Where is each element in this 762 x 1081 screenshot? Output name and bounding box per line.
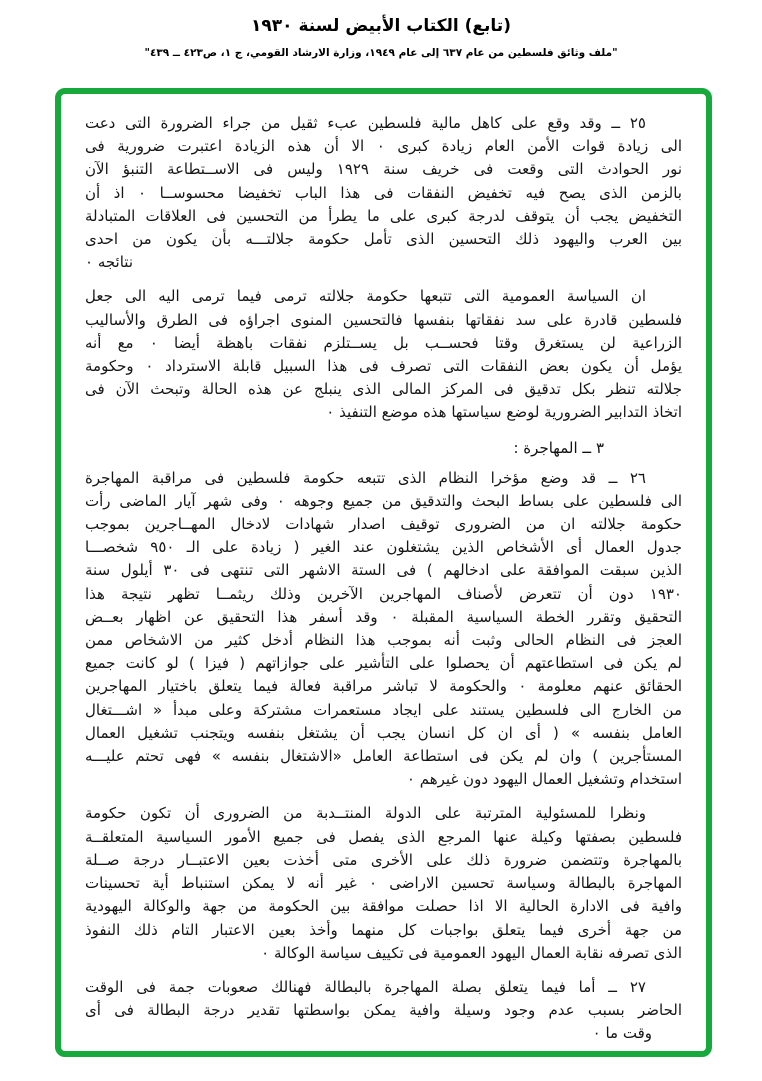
- text-line: بالمهاجرة وتتضمن ضرورة ذلك على الأخرى متى أخذت بعين الاعتبــار درجة صــلة: [85, 850, 682, 869]
- text-line: الذين سبقت الموافقة على ادخالهم ) فى الستة الاشهر التى تنتهى فى ٣٠ أيلول سنة: [85, 561, 682, 580]
- text-line: ١٩٣٠ دون أن تتعرض لأصناف المهاجرين الآخرين وذلك ريثمــا تظهر نتيجة هذا: [85, 584, 682, 603]
- paragraph: [85, 112, 682, 274]
- source-citation: "ملف وثائق فلسطين من عام ٦٣٧ إلى عام ١٩٤٩، وزارة الارشاد القومي، ج ١، ص٤٢٣ ــ ٤٣٩": [144, 47, 618, 59]
- document-body: [61, 94, 706, 1046]
- text-line: فلسطين بصفتها وكيلة عنها المرجع الذى يفصل فى جميع الأمور السياسية المتعلقــة: [85, 827, 682, 846]
- text-line: جدول العمال أى الأشخاص الذين يشتغلون عند الغير ( زيادة على الـ ٩٥٠ شخصـــا: [85, 538, 683, 557]
- text-line: الذى تصرفه نقابة العمال اليهود العمومية فى تكييف سياسة الوكالة ٠: [261, 943, 682, 962]
- text-line: نور الحوادث التى وقعت فى خريف سنة ١٩٢٩ وليس فى الاســتطاعة التنبؤ الآن: [85, 160, 682, 179]
- text-line: المستأجرين ) وان لم يكن فى استطاعة العامل «الاشتغال بنفسه » فهى تحتم عليـــه: [85, 747, 682, 766]
- highlight-frame: [55, 88, 712, 1057]
- text-line: جلالته تنظر بكل تدقيق فى المركز المالى الذى ينبلج عن هذه الحالة وتبحث الآن فى: [85, 380, 682, 399]
- paragraph: [85, 467, 682, 792]
- page-title: (تابع) الكتاب الأبيض لسنة ١٩٣٠: [251, 16, 511, 36]
- text-line: الزراعية لن يستغرق وقتا فحســب بل يســتلزم نفقات باهظة أيضا ٠ مع أنه: [85, 333, 682, 352]
- page-header: [0, 0, 762, 59]
- text-line: بين العرب واليهود ذلك التحسين الذى تأمل حكومة جلالتـــه بأن يكون من احدى: [85, 230, 682, 249]
- text-line: نتائجه ٠: [85, 253, 134, 272]
- paragraph: [85, 976, 682, 1046]
- text-line: من جهة أخرى فيما يتعلق بواجبات كل منهما وأخذ بعين الاعتبار التام ذلك النفوذ: [85, 920, 682, 939]
- text-line: ٢٥ ــ وقد وقع على كاهل مالية فلسطين عبء ثقيل من جراء الضرورة التى دعت: [85, 114, 646, 132]
- text-line: ٢٧ ــ أما فيما يتعلق بصلة المهاجرة بالبطالة فهنالك صعوبات جمة فى الوقت: [85, 977, 646, 996]
- text-line: استخدام وتشغيل العمال اليهود دون غيرهم ٠: [406, 770, 682, 789]
- text-line: وقت ما ٠: [592, 1024, 652, 1043]
- text-line: بالزمن الذى يصح فيه تخفيض النفقات فى هذا الباب تخفيضا محسوســا ٠ اذ أن: [85, 183, 682, 202]
- text-line: الحقائق عنهم معلومة ٠ والحكومة لا تباشر مراقبة فعالة فيما يتعلق باختيار المهاجرين: [85, 677, 682, 696]
- paragraph: [85, 802, 682, 964]
- text-line: الى فلسطين على بساط البحث والتدقيق من جميع وجوهه ٠ وفى شهر آيار الماضى رأت: [85, 491, 682, 510]
- text-line: ان السياسة العمومية التى تتبعها حكومة جلالته ترمى فيما ترمى اليه الى جعل: [85, 287, 646, 306]
- text-line: الى زيادة قوات الأمن العام زيادة كبرى ٠ الا أن هذه الزيادة اعتبرت ضرورية فى: [85, 137, 683, 156]
- text-line: التخفيض يجب أن يتوقف لدرجة كبرى على ما يطرأ من التحسين فى العلاقات المتبادلة: [85, 206, 682, 225]
- text-line: من الخارج الى فلسطين يستند على ايجاد مستعمرات مشتركة وعلى مبدأ « اشـــتغال: [85, 700, 682, 719]
- text-line: حكومة جلالته ان من الضرورى توقيف اصدار شهادات لادخال المهــاجرين بموجب: [85, 515, 682, 534]
- text-line: لم يكن فى استطاعتهم أن يحصلوا على التأشير على جوازاتهم ( فيزا ) لو كانت جميع: [85, 654, 682, 673]
- text-line: فلسطين قادرة على سد نفقاتها بنفسها فالتحسين المنوى اجراؤه فى الطرق والأساليب: [85, 310, 682, 329]
- text-line: ونظرا للمسئولية المترتبة على الدولة المنتــدبة من الضرورى أن تكون حكومة: [85, 804, 646, 823]
- text-line: اتخاذ التدابير الضرورية لوضع سياستها هذه موضع التنفيذ ٠: [326, 403, 682, 422]
- text-line: العامل بنفسه » ( أى ان كل انسان يجب أن يشتغل بنفسه ويتجنب تشغيل العمال: [85, 723, 682, 742]
- text-line: العجز فى النظام الحالى وثبت أنه بموجب هذا النظام أدخل كثير من الاشخاص ممن: [85, 631, 682, 650]
- text-line: المهاجرة بالبطالة وسياسة تحسين الاراضى ٠ غير أنه لا يمكن استنباط أية تحسينات: [85, 874, 683, 893]
- text-line: ٢٦ ــ قد وضع مؤخرا النظام الذى تتبعه حكومة فلسطين فى مراقبة المهاجرة: [85, 468, 646, 487]
- paragraph: [85, 285, 682, 424]
- text-line: يؤمل أن يكون بعض النفقات التى تصرف فى هذا السبيل قابلة الاسترداد ٠ وحكومة: [85, 357, 682, 376]
- text-line: وافية فى الادارة الحالية الا اذا حصلت موافقة بين الحكومة من جهة والوكالة اليهودية: [85, 897, 682, 916]
- section-heading: ٣ ــ المهاجرة :: [513, 438, 604, 457]
- text-line: التحقيق وتقرر الخطة السياسية المقبلة ٠ وقد أسفر هذا التحقيق عن اظهار بعــض: [85, 607, 682, 626]
- text-line: الحاضر بسبب عدم وجود وسيلة وافية يمكن بواسطتها تقدير درجة البطالة فى أى: [85, 1001, 682, 1020]
